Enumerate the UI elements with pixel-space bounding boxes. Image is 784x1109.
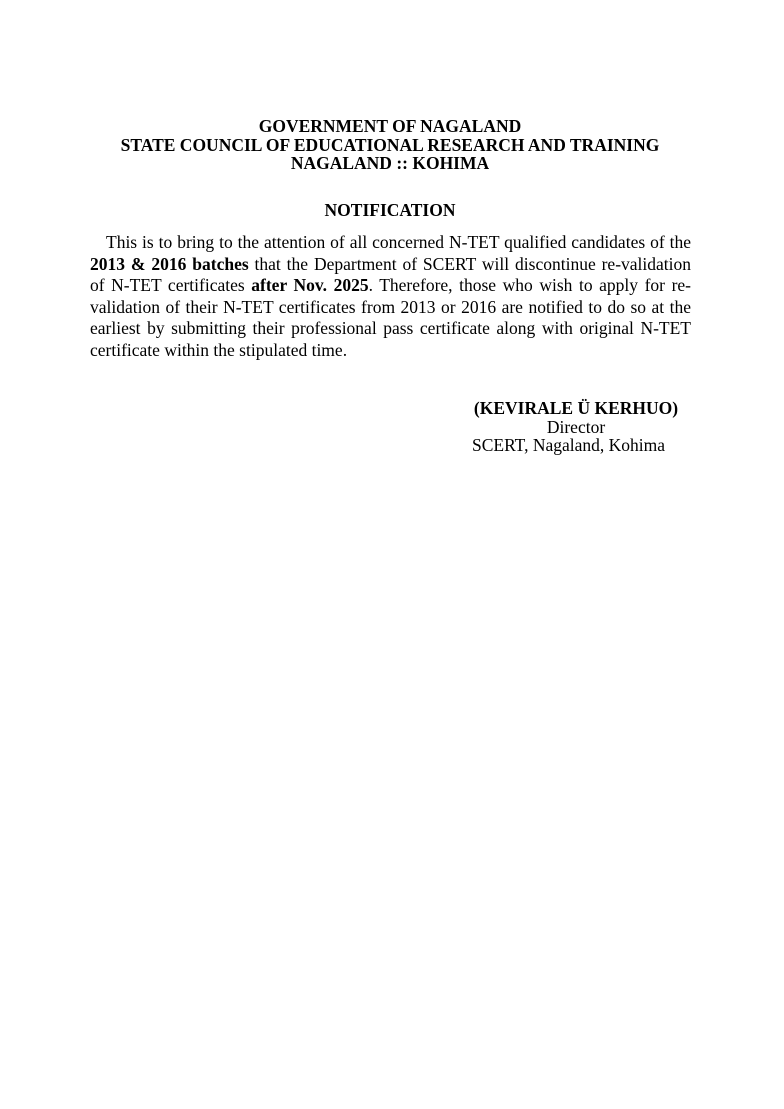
- notification-title: NOTIFICATION: [324, 200, 456, 220]
- signature-block: [466, 399, 686, 455]
- batches-highlight: 2013 & 2016 batches: [90, 253, 249, 274]
- government-name: GOVERNMENT OF NAGALAND: [258, 116, 522, 136]
- letterhead: [0, 117, 780, 173]
- body-text-part-1: This is to bring to the attention of all concerned N-TET qualified candidates of the: [106, 232, 691, 252]
- body-text-part-2: that the Department of SCERT will discontinue re-validation of N-TET certificates: [90, 253, 692, 296]
- signatory-name: (KEVIRALE Ü KERHUO): [473, 398, 679, 418]
- signatory-designation: Director: [546, 416, 606, 437]
- council-location: NAGALAND :: KOHIMA: [290, 153, 490, 173]
- notification-body: [90, 232, 691, 362]
- council-name: STATE COUNCIL OF EDUCATIONAL RESEARCH AND TRAINING: [120, 134, 660, 155]
- body-text-part-3: . Therefore, those who wish to apply for re-validation of their N-TET certificates from 2013 or 2016 are notified to do so at the earliest by submitting their professional pass certificate along with original N-TET certificate within the stipulated time.: [90, 275, 692, 360]
- deadline-highlight: after Nov. 2025: [251, 275, 369, 296]
- signatory-office: SCERT, Nagaland, Kohima: [471, 435, 666, 455]
